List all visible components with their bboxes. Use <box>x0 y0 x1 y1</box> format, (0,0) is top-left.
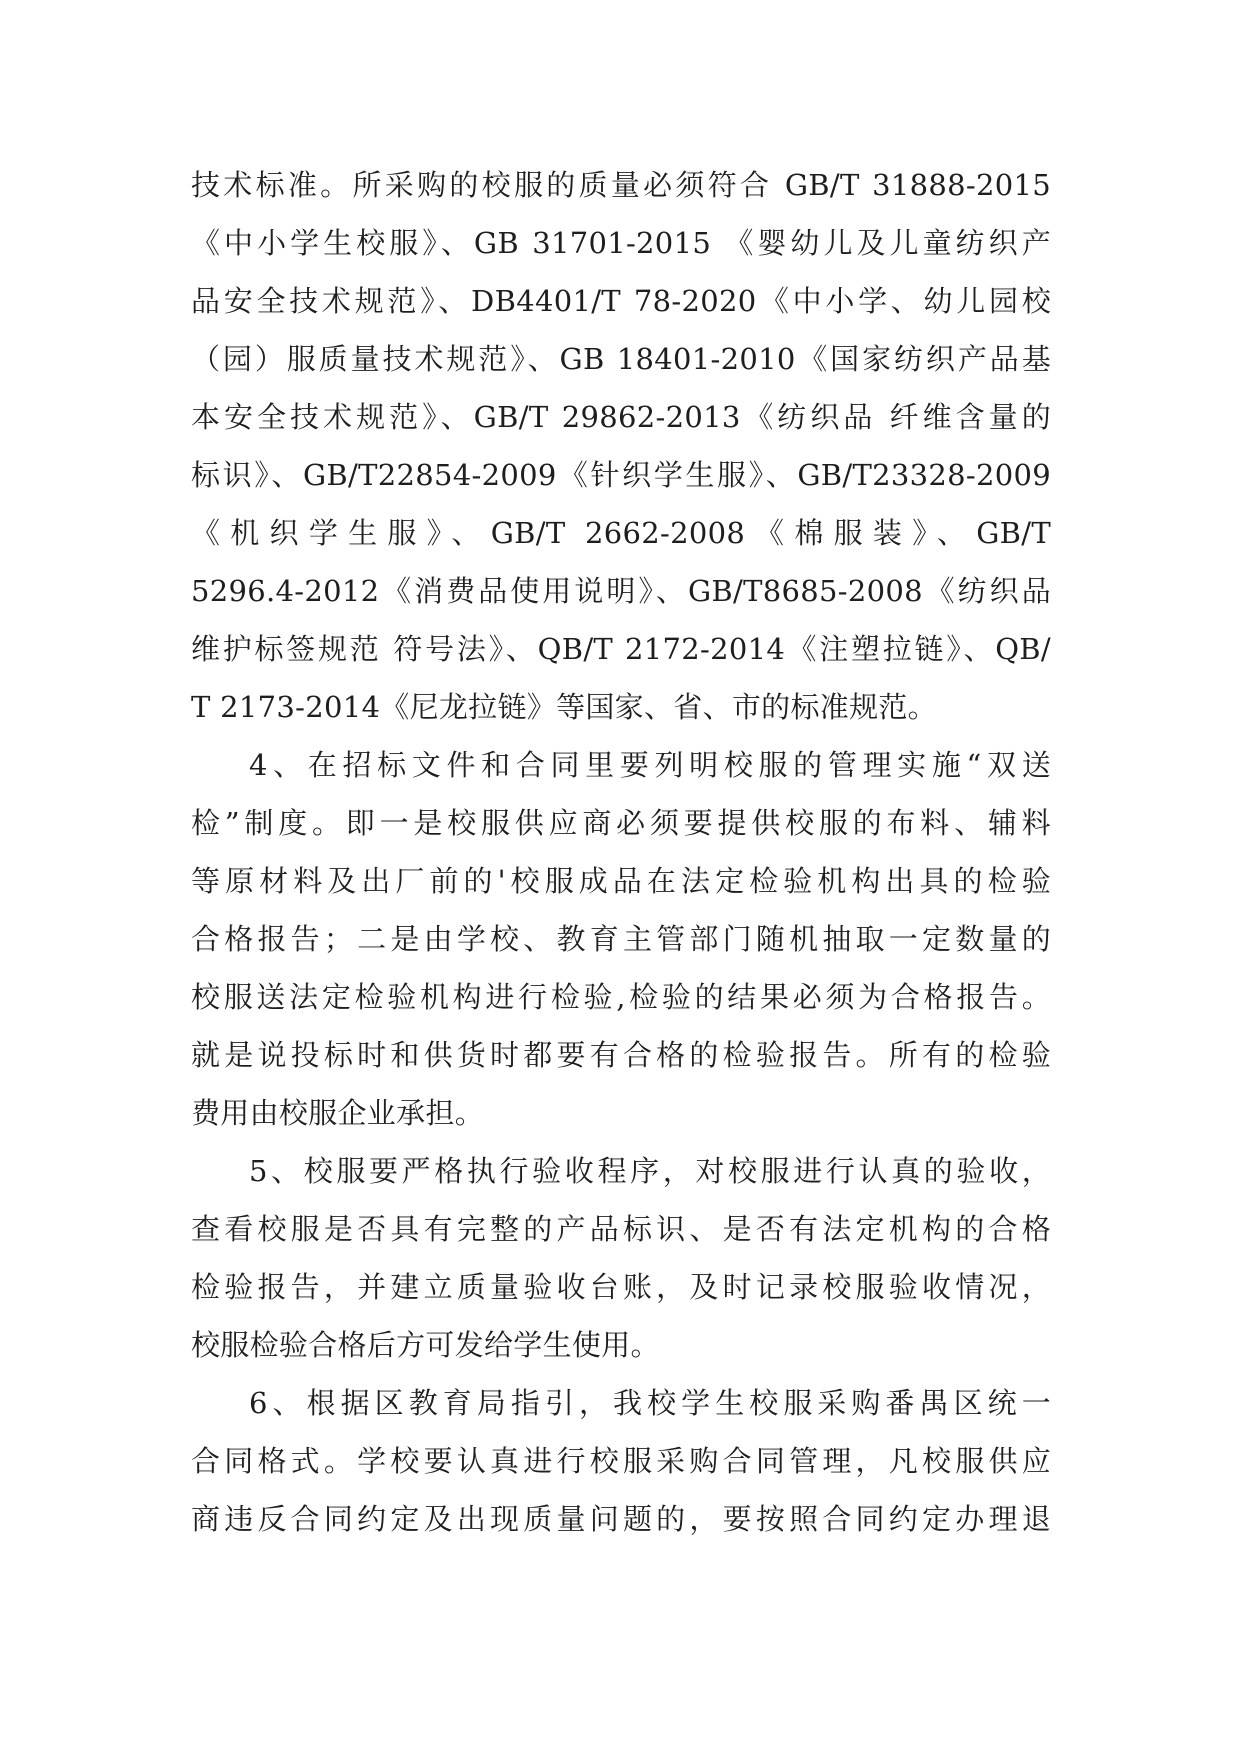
text-line: 标识》、GB/T22854-2009《针织学生服》、GB/T23328-2009 <box>191 458 1051 492</box>
text-line: 查看校服是否具有完整的产品标识、是否有法定机构的合格 <box>191 1212 1051 1246</box>
text-line: 合格报告；二是由学校、教育主管部门随机抽取一定数量的 <box>191 922 1051 956</box>
text-line: 5296.4-2012《消费品使用说明》、GB/T8685-2008《纺织品 <box>191 574 1051 608</box>
text-line: 《机织学生服》、GB/T 2662-2008《棉服装》、GB/T <box>191 516 1051 550</box>
paragraph-5-first-line: 5、校服要严格执行验收程序，对校服进行认真的验收， <box>249 1154 1051 1188</box>
text-line: 技术标准。所采购的校服的质量必须符合 GB/T 31888-2015 <box>191 168 1051 202</box>
text-line: 合同格式。学校要认真进行校服采购合同管理，凡校服供应 <box>191 1444 1051 1478</box>
text-line: 检验报告，并建立质量验收台账，及时记录校服验收情况， <box>191 1270 1051 1304</box>
paragraph-4-first-line: 4、在招标文件和合同里要列明校服的管理实施“双送 <box>249 748 1051 782</box>
text-line: 品安全技术规范》、DB4401/T 78-2020《中小学、幼儿园校 <box>191 284 1051 318</box>
text-line: 维护标签规范 符号法》、QB/T 2172-2014《注塑拉链》、QB/ <box>191 632 1051 666</box>
text-line: 校服送法定检验机构进行检验,检验的结果必须为合格报告。 <box>191 980 1051 1014</box>
text-line: 等原材料及出厂前的'校服成品在法定检验机构出具的检验 <box>191 864 1051 898</box>
text-line: （园）服质量技术规范》、GB 18401-2010《国家纺织产品基 <box>191 342 1051 376</box>
paragraph-6-first-line: 6、根据区教育局指引，我校学生校服采购番禺区统一 <box>249 1386 1051 1420</box>
text-line: 检”制度。即一是校服供应商必须要提供校服的布料、辅料 <box>191 806 1051 840</box>
text-line: 《中小学生校服》、GB 31701-2015 《婴幼儿及儿童纺织产 <box>191 226 1051 260</box>
text-line: 费用由校服企业承担。 <box>191 1096 485 1130</box>
text-line: 本安全技术规范》、GB/T 29862-2013《纺织品 纤维含量的 <box>191 400 1051 434</box>
text-line: 校服检验合格后方可发给学生使用。 <box>191 1328 660 1362</box>
text-line: 就是说投标时和供货时都要有合格的检验报告。所有的检验 <box>191 1038 1051 1072</box>
text-line: 商违反合同约定及出现质量问题的，要按照合同约定办理退 <box>191 1502 1051 1536</box>
document-body <box>191 156 1051 1548</box>
text-line: T 2173-2014《尼龙拉链》等国家、省、市的标准规范。 <box>191 690 937 724</box>
